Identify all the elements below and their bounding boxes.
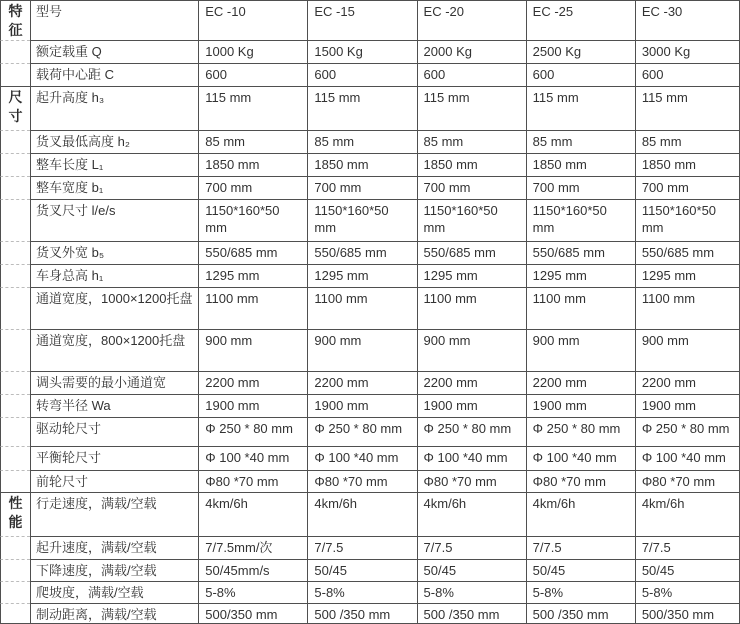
cell-value: Φ 250 * 80 mm (635, 417, 739, 446)
cell-value: 600 (526, 63, 635, 86)
cell-value: 900 mm (526, 329, 635, 371)
cell-value: 900 mm (635, 329, 739, 371)
cell-value: 1100 mm (307, 287, 416, 329)
cell-value: 7/7.5 (635, 536, 739, 559)
cell-value: 550/685 mm (198, 241, 307, 264)
cell-value: 85 mm (526, 130, 635, 153)
cell-value: 2200 mm (307, 371, 416, 394)
table-row (0, 603, 739, 623)
cell-value: 7/7.5 (526, 536, 635, 559)
cell-value: 900 mm (417, 329, 526, 371)
cell-value: 4km/6h (635, 492, 739, 536)
table-row (0, 581, 739, 603)
table-row (0, 130, 739, 153)
cell-value: 600 (198, 63, 307, 86)
row-label: 通道宽度，1000×1200托盘 (30, 287, 198, 329)
cell-value: 1295 mm (417, 264, 526, 287)
cell-value: 4km/6h (526, 492, 635, 536)
cell-value: 5-8% (635, 581, 739, 603)
cell-value: 550/685 mm (526, 241, 635, 264)
row-label: 额定载重 Q (30, 40, 198, 63)
cell-value: Φ 250 * 80 mm (198, 417, 307, 446)
cell-value: 1850 mm (417, 153, 526, 176)
row-label: 货叉最低高度 h₂ (30, 130, 198, 153)
cell-value: 85 mm (307, 130, 416, 153)
cell-value: 500/350 mm (635, 603, 739, 623)
row-label: 前轮尺寸 (30, 470, 198, 492)
cell-value: 900 mm (307, 329, 416, 371)
row-label: 货叉外宽 b₅ (30, 241, 198, 264)
cell-value: 4km/6h (198, 492, 307, 536)
cell-value: 700 mm (417, 176, 526, 199)
cell-value: Φ 100 *40 mm (417, 446, 526, 470)
cell-value: 50/45 (526, 559, 635, 581)
section-group-label: 特征 (0, 0, 30, 40)
cell-value: 50/45 (307, 559, 416, 581)
cell-value: Φ 100 *40 mm (635, 446, 739, 470)
cell-value: EC -25 (526, 0, 635, 40)
row-label: 转弯半径 Wa (30, 394, 198, 417)
cell-value: 1900 mm (198, 394, 307, 417)
cell-value: 4km/6h (307, 492, 416, 536)
table-row (0, 40, 739, 63)
cell-value: 5-8% (526, 581, 635, 603)
table-row (0, 241, 739, 264)
cell-value: Φ 250 * 80 mm (526, 417, 635, 446)
table-row (0, 329, 739, 371)
section-group-label (0, 176, 30, 199)
cell-value: 115 mm (417, 86, 526, 130)
cell-value: 2200 mm (417, 371, 526, 394)
section-group-label (0, 470, 30, 492)
row-label: 行走速度，满载/空载 (30, 492, 198, 536)
cell-value: 115 mm (635, 86, 739, 130)
cell-value: Φ 100 *40 mm (307, 446, 416, 470)
cell-value: 7/7.5mm/次 (198, 536, 307, 559)
cell-value: 85 mm (198, 130, 307, 153)
cell-value: 700 mm (526, 176, 635, 199)
table-row (0, 559, 739, 581)
cell-value: 700 mm (307, 176, 416, 199)
section-group-label (0, 40, 30, 63)
cell-value: 1900 mm (635, 394, 739, 417)
cell-value: 1150*160*50 mm (307, 199, 416, 241)
cell-value: 2000 Kg (417, 40, 526, 63)
row-label: 调头需要的最小通道宽 (30, 371, 198, 394)
cell-value: 7/7.5 (417, 536, 526, 559)
cell-value: Φ 250 * 80 mm (307, 417, 416, 446)
cell-value: 3000 Kg (635, 40, 739, 63)
cell-value: 115 mm (198, 86, 307, 130)
row-label: 爬坡度，满载/空载 (30, 581, 198, 603)
cell-value: 1100 mm (417, 287, 526, 329)
section-group-label (0, 329, 30, 371)
cell-value: Φ 100 *40 mm (526, 446, 635, 470)
cell-value: 50/45 (635, 559, 739, 581)
table-row (0, 176, 739, 199)
cell-value: 1100 mm (198, 287, 307, 329)
table-row (0, 492, 739, 536)
row-label: 下降速度，满载/空载 (30, 559, 198, 581)
table-row (0, 394, 739, 417)
table-row (0, 470, 739, 492)
cell-value: 1295 mm (198, 264, 307, 287)
section-group-label (0, 536, 30, 559)
cell-value: 500 /350 mm (307, 603, 416, 623)
section-group-label (0, 241, 30, 264)
cell-value: Φ80 *70 mm (417, 470, 526, 492)
cell-value: Φ80 *70 mm (526, 470, 635, 492)
row-label: 整车长度 L₁ (30, 153, 198, 176)
cell-value: Φ80 *70 mm (307, 470, 416, 492)
cell-value: 600 (307, 63, 416, 86)
cell-value: 600 (635, 63, 739, 86)
table-row (0, 417, 739, 446)
cell-value: 1000 Kg (198, 40, 307, 63)
cell-value: Φ 250 * 80 mm (417, 417, 526, 446)
cell-value: 50/45mm/s (198, 559, 307, 581)
cell-value: 1850 mm (198, 153, 307, 176)
row-label: 起升速度，满载/空载 (30, 536, 198, 559)
cell-value: 5-8% (198, 581, 307, 603)
cell-value: 5-8% (417, 581, 526, 603)
table-row (0, 536, 739, 559)
cell-value: 85 mm (635, 130, 739, 153)
section-group-label (0, 199, 30, 241)
cell-value: 85 mm (417, 130, 526, 153)
cell-value: 1150*160*50 mm (417, 199, 526, 241)
row-label: 整车宽度 b₁ (30, 176, 198, 199)
cell-value: 500 /350 mm (526, 603, 635, 623)
cell-value: 7/7.5 (307, 536, 416, 559)
section-group-label (0, 559, 30, 581)
section-group-label (0, 417, 30, 446)
cell-value: 1150*160*50 mm (526, 199, 635, 241)
cell-value: Φ80 *70 mm (198, 470, 307, 492)
section-group-label (0, 394, 30, 417)
table-row (0, 63, 739, 86)
row-label: 制动距离，满载/空载 (30, 603, 198, 623)
cell-value: EC -30 (635, 0, 739, 40)
cell-value: 550/685 mm (307, 241, 416, 264)
cell-value: 2500 Kg (526, 40, 635, 63)
row-label: 货叉尺寸 l/e/s (30, 199, 198, 241)
cell-value: 1900 mm (417, 394, 526, 417)
cell-value: 500/350 mm (198, 603, 307, 623)
section-group-label (0, 130, 30, 153)
cell-value: 50/45 (417, 559, 526, 581)
cell-value: 115 mm (307, 86, 416, 130)
section-group-label: 尺寸 (0, 86, 30, 130)
cell-value: 1850 mm (635, 153, 739, 176)
cell-value: 1295 mm (526, 264, 635, 287)
table-row (0, 371, 739, 394)
row-label: 车身总高 h₁ (30, 264, 198, 287)
cell-value: 1295 mm (635, 264, 739, 287)
cell-value: 115 mm (526, 86, 635, 130)
cell-value: 1850 mm (526, 153, 635, 176)
cell-value: 1150*160*50 mm (635, 199, 739, 241)
cell-value: 1100 mm (526, 287, 635, 329)
cell-value: 2200 mm (635, 371, 739, 394)
cell-value: 2200 mm (526, 371, 635, 394)
cell-value: 600 (417, 63, 526, 86)
cell-value: 1500 Kg (307, 40, 416, 63)
table-row (0, 0, 739, 40)
cell-value: 1100 mm (635, 287, 739, 329)
section-group-label (0, 446, 30, 470)
row-label: 载荷中心距 C (30, 63, 198, 86)
row-label: 起升高度 h₃ (30, 86, 198, 130)
cell-value: Φ 100 *40 mm (198, 446, 307, 470)
cell-value: 500 /350 mm (417, 603, 526, 623)
cell-value: 5-8% (307, 581, 416, 603)
cell-value: EC -20 (417, 0, 526, 40)
cell-value: 4km/6h (417, 492, 526, 536)
cell-value: 700 mm (198, 176, 307, 199)
table-row (0, 153, 739, 176)
section-group-label (0, 371, 30, 394)
cell-value: 550/685 mm (417, 241, 526, 264)
row-label: 平衡轮尺寸 (30, 446, 198, 470)
cell-value: Φ80 *70 mm (635, 470, 739, 492)
section-group-label (0, 63, 30, 86)
row-label: 型号 (30, 0, 198, 40)
cell-value: 1900 mm (307, 394, 416, 417)
cell-value: 1900 mm (526, 394, 635, 417)
row-label: 驱动轮尺寸 (30, 417, 198, 446)
section-group-label (0, 581, 30, 603)
cell-value: 2200 mm (198, 371, 307, 394)
table-row (0, 86, 739, 130)
table-row (0, 199, 739, 241)
row-label: 通道宽度，800×1200托盘 (30, 329, 198, 371)
cell-value: EC -15 (307, 0, 416, 40)
table-row (0, 264, 739, 287)
section-group-label (0, 153, 30, 176)
table-row (0, 287, 739, 329)
cell-value: EC -10 (198, 0, 307, 40)
cell-value: 1850 mm (307, 153, 416, 176)
section-group-label (0, 287, 30, 329)
section-group-label (0, 603, 30, 623)
section-group-label (0, 264, 30, 287)
cell-value: 550/685 mm (635, 241, 739, 264)
cell-value: 700 mm (635, 176, 739, 199)
cell-value: 1150*160*50 mm (198, 199, 307, 241)
table-row (0, 446, 739, 470)
cell-value: 900 mm (198, 329, 307, 371)
cell-value: 1295 mm (307, 264, 416, 287)
section-group-label: 性能 (0, 492, 30, 536)
